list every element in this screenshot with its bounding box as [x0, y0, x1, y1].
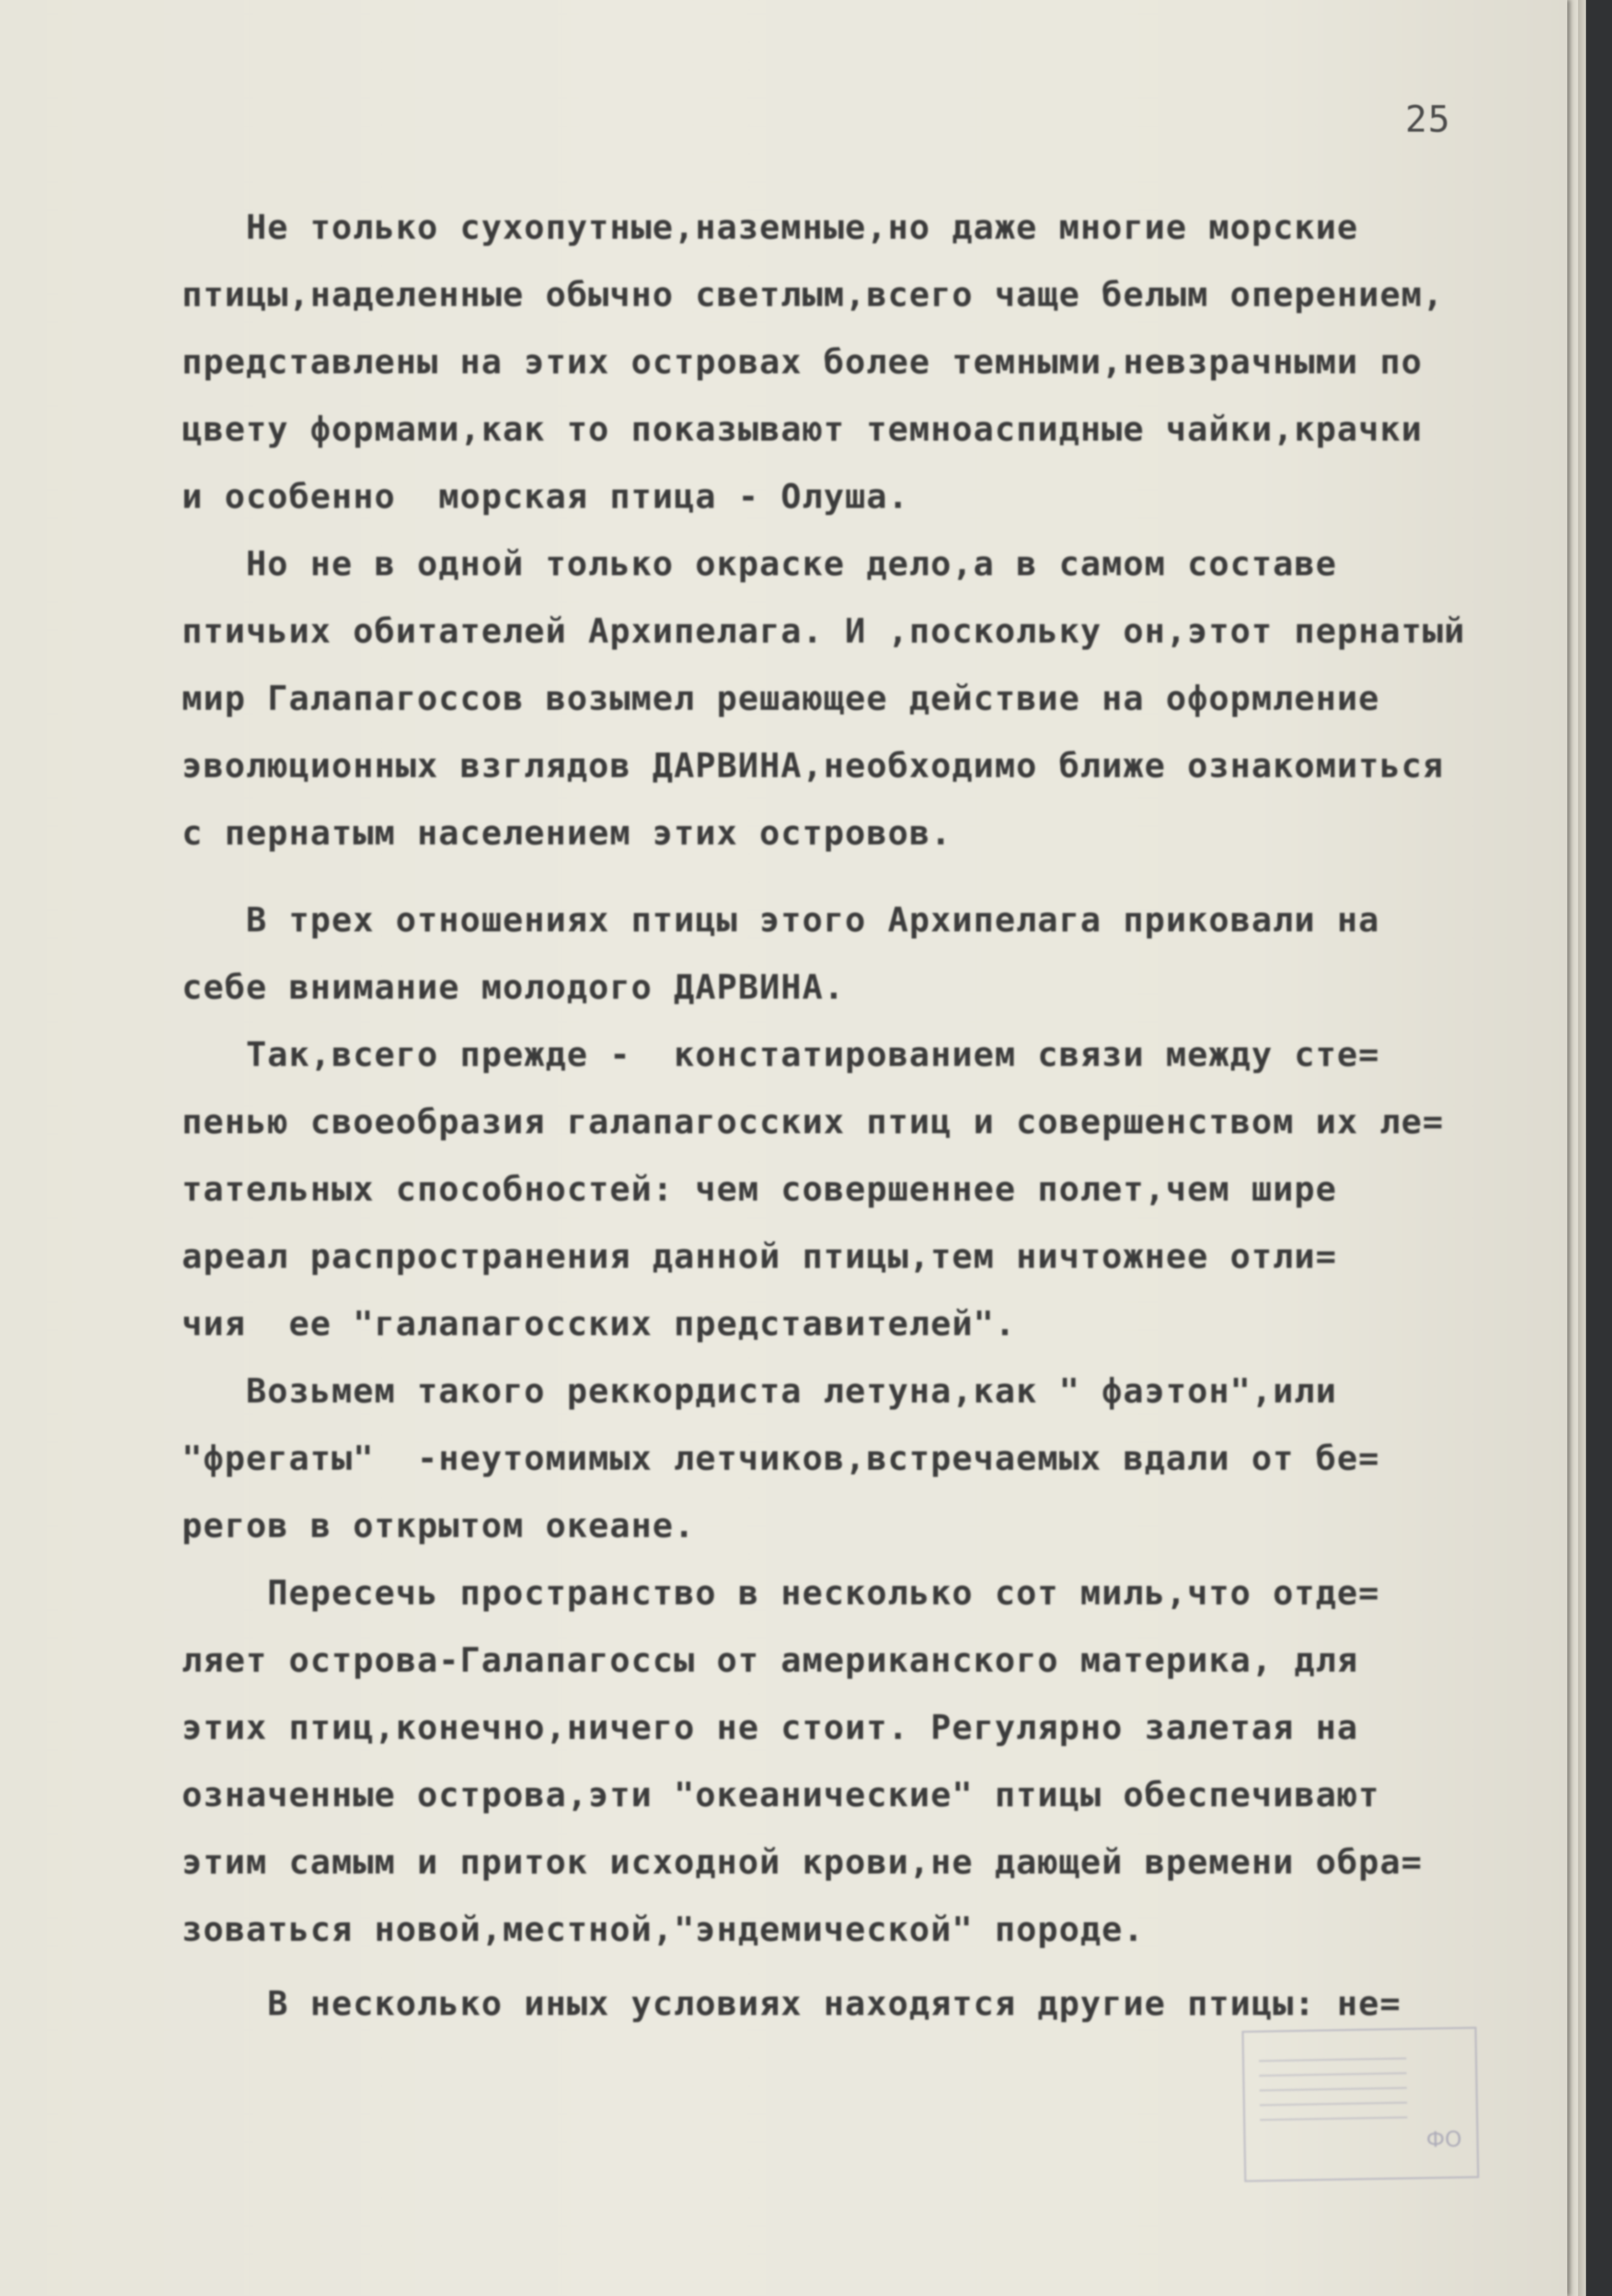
text-line: пенью своеобразия галапагосских птиц и совершенством их ле=: [182, 1102, 1444, 1142]
text-line: птицы,наделенные обычно светлым,всего чаще белым оперением,: [182, 275, 1444, 314]
text-line: регов в открытом океане.: [182, 1506, 695, 1545]
text-line: и особенно морская птица - Олуша.: [182, 477, 909, 516]
archive-stamp: [1242, 2027, 1479, 2182]
text-line: с пернатым населением этих островов.: [182, 813, 952, 853]
text-line: себе внимание молодого ДАРВИНА.: [182, 968, 845, 1007]
paragraph-gap: [182, 1963, 1508, 1970]
text-line: чия ее "галапагосских представителей".: [182, 1304, 1017, 1344]
text-line: "фрегаты" -неутомимых летчиков,встречаемых вдали от бе=: [182, 1439, 1380, 1478]
text-line: этих птиц,конечно,ничего не стоит. Регулярно залетая на: [182, 1708, 1358, 1747]
paragraph-5: [182, 1358, 1508, 1560]
text-line: означенные острова,эти "океанические" птицы обеспечивают: [182, 1775, 1380, 1815]
paper-edge-middle: [1567, 0, 1578, 2296]
text-line: Но не в одной только окраске дело,а в самом составе: [182, 544, 1337, 584]
paragraph-2: [182, 531, 1508, 867]
paragraph-3: [182, 887, 1508, 1021]
text-line: мир Галапагоссов возымел решающее действие на оформление: [182, 679, 1380, 718]
text-line: Так,всего прежде - констатированием связи между сте=: [182, 1035, 1380, 1074]
page-number: 25: [1405, 98, 1451, 140]
paragraph-1: [182, 194, 1508, 531]
text-line: Не только сухопутные,наземные,но даже многие морские: [182, 208, 1358, 247]
stamp-lines: [1259, 2044, 1408, 2121]
paragraph-7: [182, 1970, 1508, 2038]
text-line: птичьих обитателей Архипелага. И ,поскольку он,этот пернатый: [182, 612, 1466, 651]
paragraph-6: [182, 1560, 1508, 1963]
text-line: Пересечь пространство в несколько сот миль,что отде=: [182, 1573, 1380, 1613]
text-line: эволюционных взглядов ДАРВИНА,необходимо ближе ознакомиться: [182, 746, 1444, 785]
text-line: Возьмем такого реккордиста летуна,как " фаэтон",или: [182, 1372, 1337, 1411]
text-line: ляет острова-Галапагоссы от американского материка, для: [182, 1641, 1358, 1680]
text-line: цвету формами,как то показывают темноаспидные чайки,крачки: [182, 410, 1423, 449]
text-line: тательных способностей: чем совершеннее полет,чем шире: [182, 1170, 1337, 1209]
text-line: ареал распространения данной птицы,тем ничтожнее отли=: [182, 1237, 1337, 1276]
text-line: В трех отношениях птицы этого Архипелага приковали на: [182, 900, 1380, 940]
stamp-label: ФО: [1426, 2127, 1462, 2153]
text-line: этим самым и приток исходной крови,не дающей времени обра=: [182, 1843, 1423, 1882]
text-line: представлены на этих островах более темными,невзрачными по: [182, 342, 1423, 382]
text-line: зоваться новой,местной,"эндемической" породе.: [182, 1910, 1145, 1949]
paragraph-gap: [182, 867, 1508, 887]
paragraph-4: [182, 1021, 1508, 1358]
text-line: В несколько иных условиях находятся другие птицы: не=: [182, 1984, 1401, 2023]
paper-edge-back: [1578, 0, 1586, 2296]
body-text: [182, 194, 1508, 2038]
